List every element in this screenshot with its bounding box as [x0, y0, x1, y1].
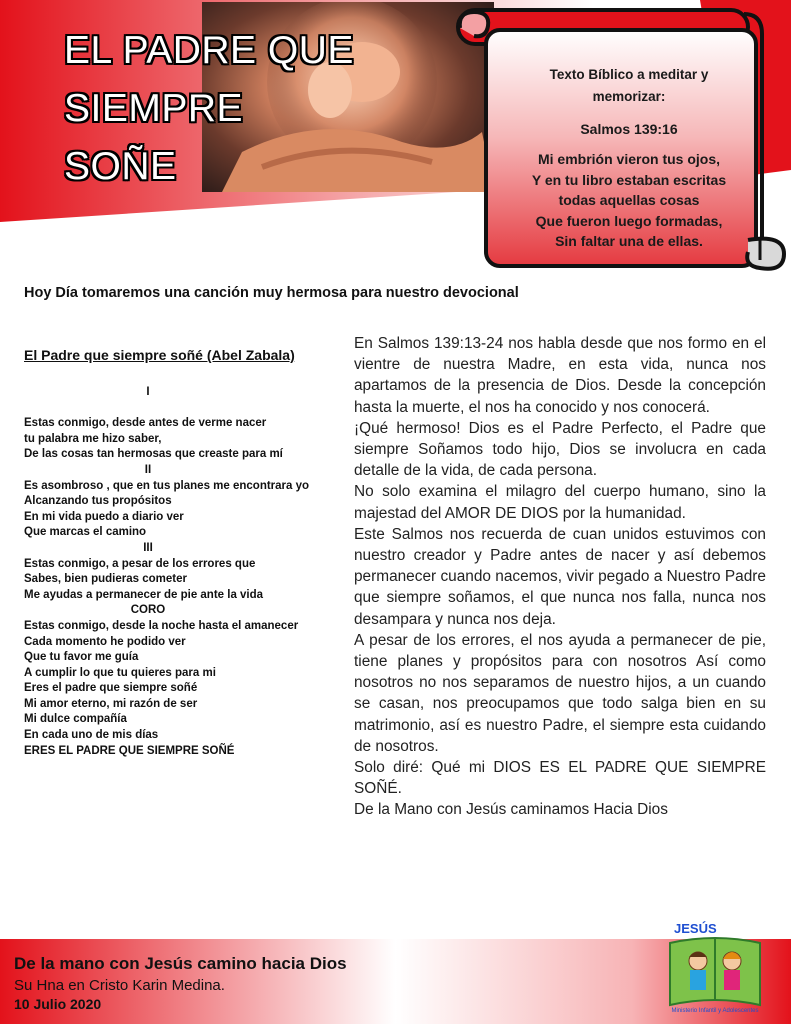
memory-verse-box [502, 64, 756, 252]
verse-line: Y en tu libro estaban escritas [531, 171, 727, 188]
song-line: tu palabra me hizo saber, [24, 432, 162, 445]
song-line: En mi vida puedo a diario ver [24, 510, 184, 523]
title-line-2: SIEMPRE SOÑE [64, 87, 244, 188]
verse-intro-line-1: Texto Bíblico a meditar y [549, 67, 709, 82]
song-section-label: II [144, 463, 152, 476]
ministry-logo [660, 915, 770, 1015]
song-lyrics [24, 345, 344, 759]
devotional-paragraph: ¡Qué hermoso! Dios es el Padre Perfecto, el Padre que siempre Soñamos todo hijo, Dios se involucra en cada detalle de la vida, de cada persona. [354, 419, 766, 480]
song-line: Me ayudas a permanecer de pie ante la vida [24, 588, 264, 601]
verse-line: Mi embrión vieron tus ojos, [537, 151, 721, 167]
song-line [24, 401, 344, 417]
logo-caption: Ministerio Infantil y Adolescentes [671, 1008, 759, 1014]
song-title: El Padre que siempre soñé (Abel Zabala) [24, 347, 295, 363]
verse-line: Sin faltar una de ellas. [555, 233, 703, 250]
footer-date: 10 Julio 2020 [14, 996, 102, 1012]
song-lines [24, 385, 344, 759]
verse-line: Que fueron luego formadas, [535, 212, 723, 229]
song-line: Es asombroso , que en tus planes me encontrara yo [24, 479, 310, 492]
devotional-paragraph: No solo examina el milagro del cuerpo humano, sino la majestad del AMOR DE DIOS por la humanidad. [354, 483, 766, 522]
devotional-paragraph: A pesar de los errores, el nos ayuda a permanecer de pie, tiene planes y propósitos para con nosotros Así como nosotros no nos separamos de nuestro hijos, a un cuando se casan, nos preocupamos que todo salga bien en su matrimonio, así es nuestro Padre, el siempre esta cuidando de nosotros. [354, 631, 766, 755]
devotional-text [354, 333, 766, 821]
song-line: De las cosas tan hermosas que creaste para mí [24, 448, 283, 461]
footer-author: Su Hna en Cristo Karin Medina. [14, 977, 225, 994]
devotional-paragraph: Este Salmos nos recuerda de cuan unidos estuvimos con nuestro creador y Padre antes de nacer y así debemos permanecer cuando nacemos, vivir pegado a Nuestro Padre que siempre soñamos, el que nunca nos falla, nunca nos desampara y nunca nos deja. [354, 525, 766, 628]
song-section-label: CORO [130, 604, 166, 617]
verse-intro-line-2: memorizar: [592, 89, 666, 104]
song-line: ERES EL PADRE QUE SIEMPRE SOÑÉ [24, 744, 235, 757]
song-line: Que tu favor me guía [24, 651, 139, 664]
footer-signature [14, 952, 347, 1014]
song-section-label: I [146, 386, 150, 398]
devotional-paragraph: De la Mano con Jesús caminamos Hacia Dios [354, 801, 668, 819]
song-line: Alcanzando tus propósitos [24, 495, 172, 508]
song-line: Estas conmigo, a pesar de los errores que [24, 557, 256, 570]
intro-sentence: Hoy Día tomaremos una canción muy hermosa para nuestro devocional [24, 285, 519, 301]
logo-word: JESÚS [674, 921, 717, 936]
devotional-paragraph: Solo diré: Qué mi DIOS ES EL PADRE QUE SIEMPRE SOÑÉ. [354, 759, 766, 798]
song-line: Eres el padre que siempre soñé [24, 682, 198, 695]
footer-motto: De la mano con Jesús camino hacia Dios [14, 954, 347, 973]
title-line-1: EL PADRE QUE [64, 29, 354, 72]
song-section-label: III [143, 541, 153, 554]
song-line: Estas conmigo, desde la noche hasta el amanecer [24, 619, 299, 632]
song-line: Mi dulce compañía [24, 713, 127, 726]
page-title [64, 22, 364, 196]
song-line: Sabes, bien pudieras cometer [24, 573, 187, 586]
verse-line: todas aquellas cosas [558, 192, 700, 209]
song-line: Estas conmigo, desde antes de verme nacer [24, 417, 267, 430]
song-line: Cada momento he podido ver [24, 635, 186, 648]
verse-reference: Salmos 139:16 [580, 121, 678, 137]
song-line: A cumplir lo que tu quieres para mi [24, 666, 216, 679]
devotional-paragraph: En Salmos 139:13-24 nos habla desde que nos formo en el vientre de nuestra Madre, en esta vida, nunca nos apartamos de la presencia de Dios. Desde la concepción hasta la muerte, el nos ha conocido y nos conocerá. [354, 335, 766, 416]
song-line: En cada uno de mis días [24, 729, 159, 742]
song-line: Que marcas el camino [24, 526, 147, 539]
song-line: Mi amor eterno, mi razón de ser [24, 697, 198, 710]
